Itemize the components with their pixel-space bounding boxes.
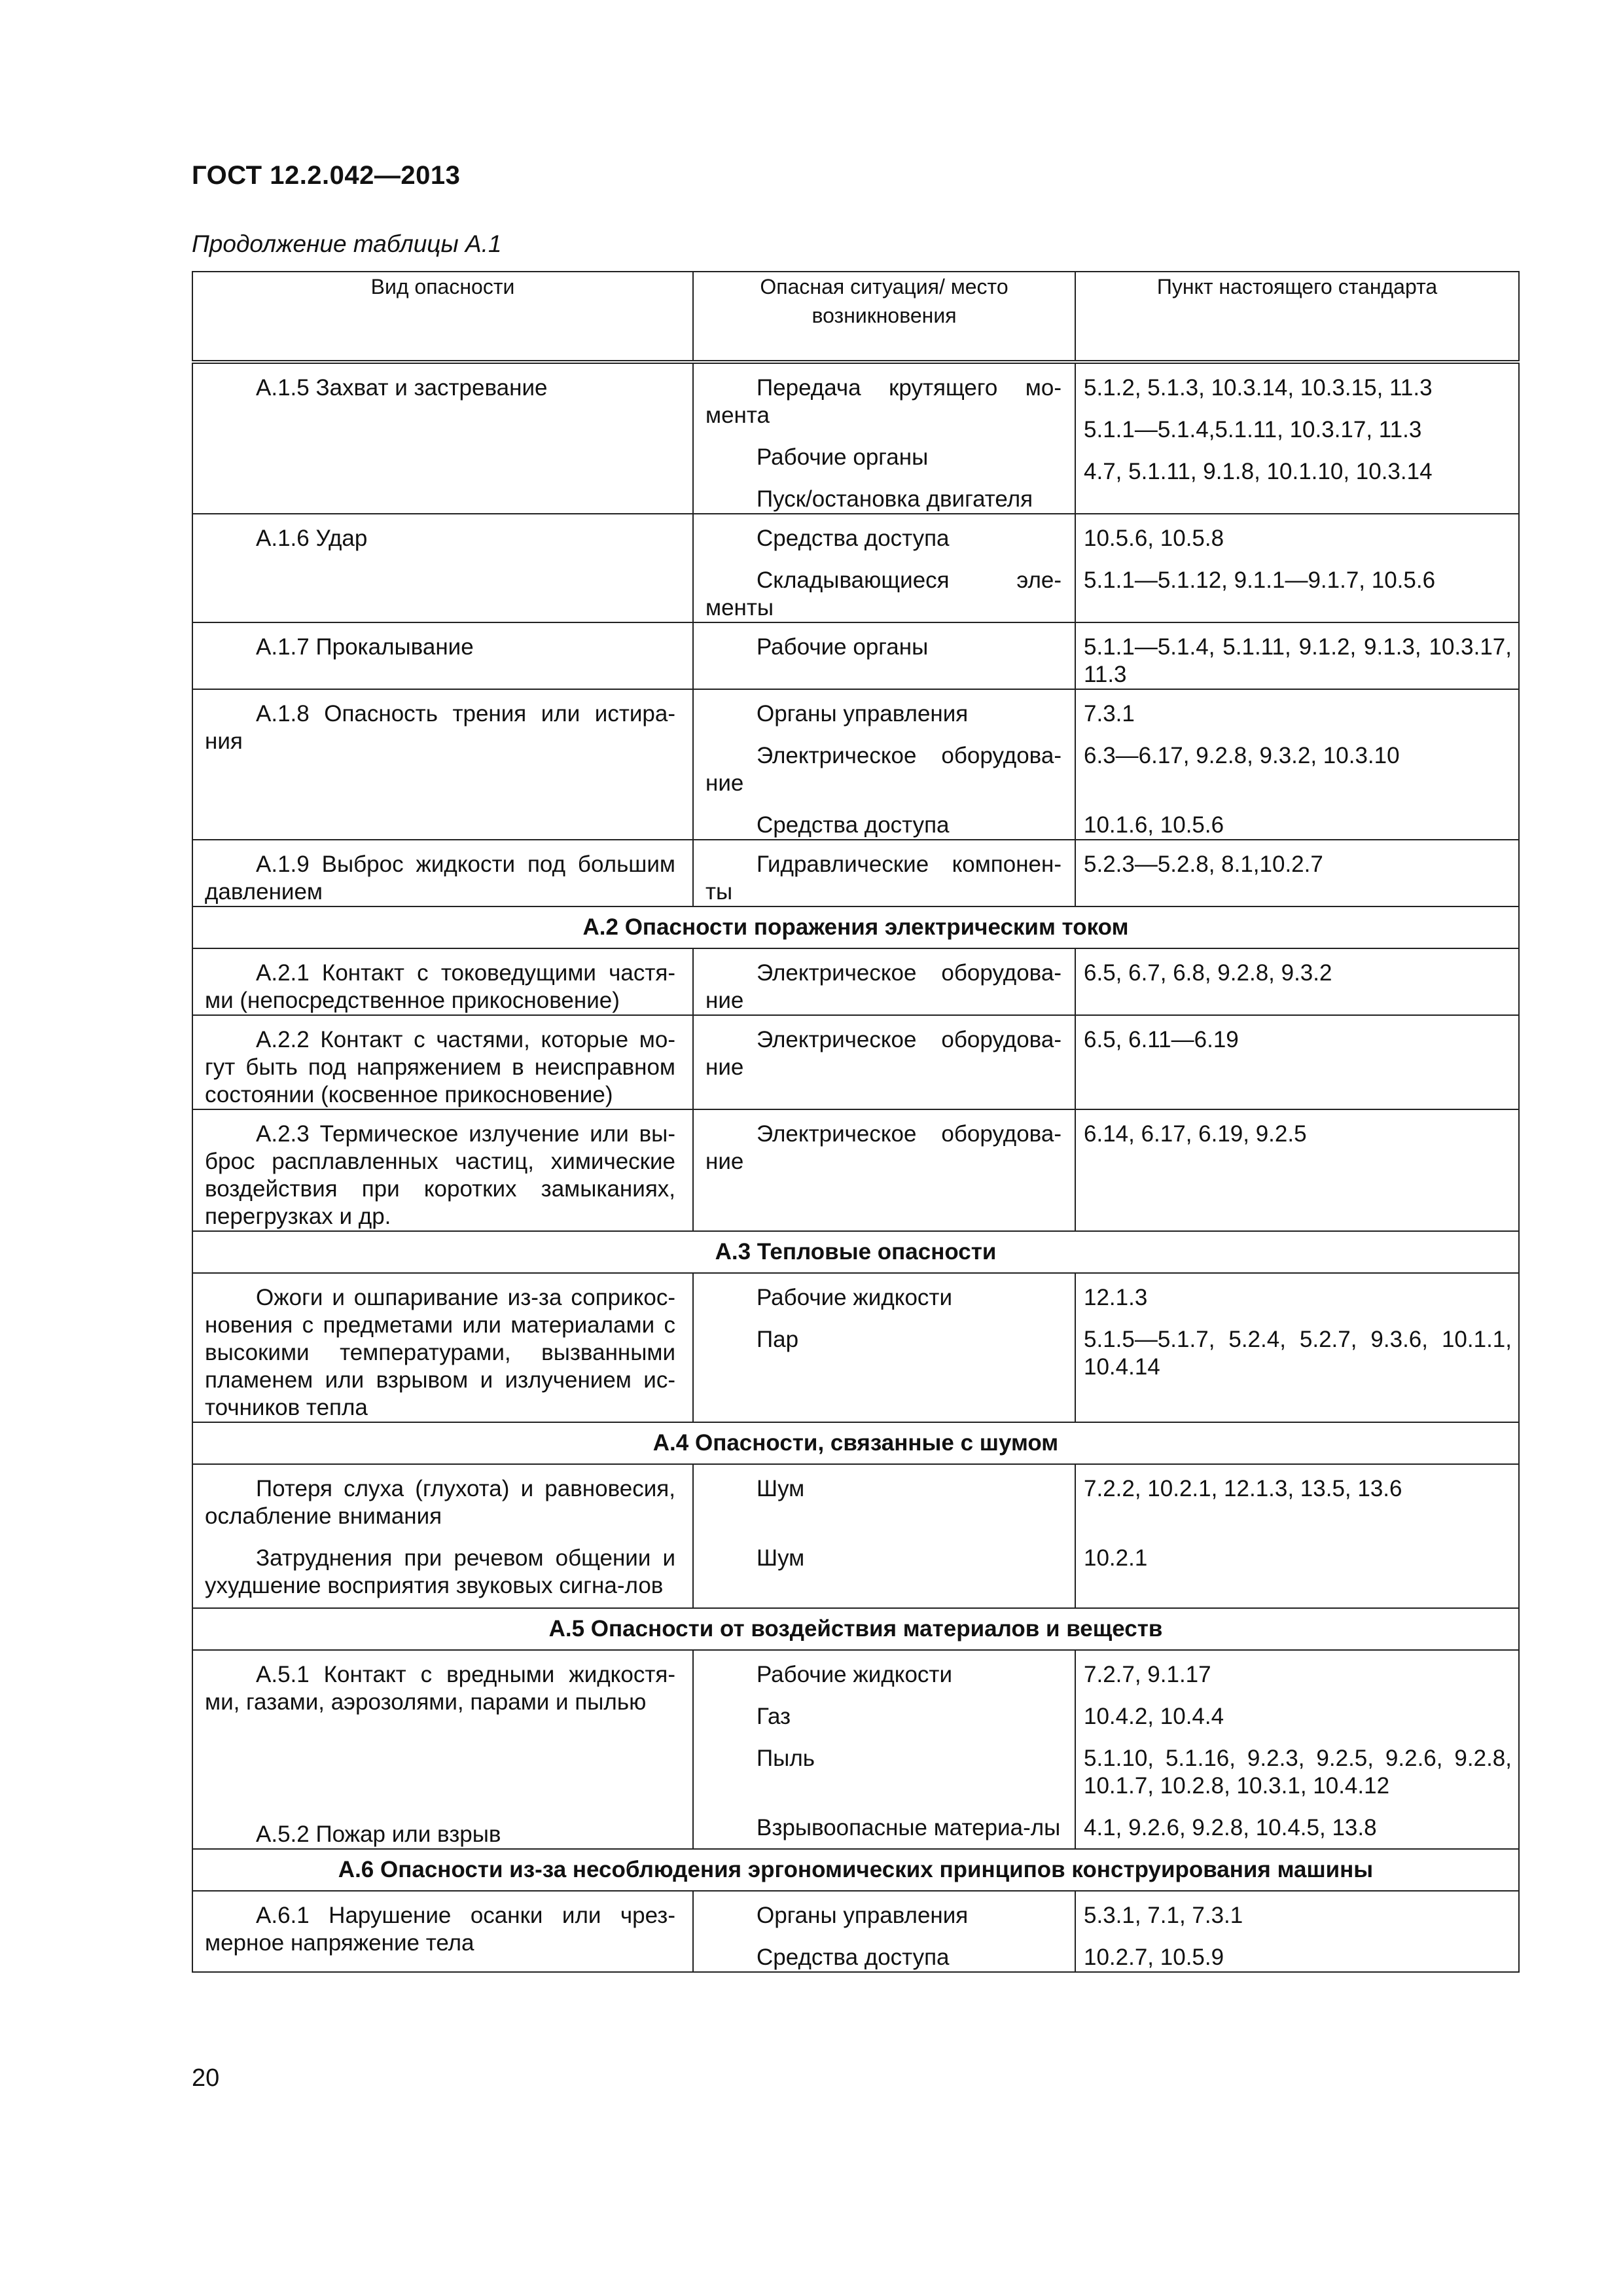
clause-cell: 5.1.2, 5.1.3, 10.3.14, 10.3.15, 11.3 [1084,375,1433,401]
clause-cell: 7.2.2, 10.2.1, 12.1.3, 13.5, 13.6 [1084,1476,1402,1501]
section-title: А.5 Опасности от воздействия материалов и веществ [192,1608,1519,1650]
table-row [192,1891,1519,1972]
hazard-cell: А.5.2 Пожар или взрыв [256,1821,501,1847]
situation-cell: Электрическое оборудова-ние [705,1027,1061,1080]
hazard-cell: А.2.2 Контакт с частями, которые мо-гут быть под напряжением в неисправном состоянии (косвенное прикосновение) [205,1027,675,1107]
table-row [192,362,1519,514]
table-row [192,689,1519,840]
situation-cell: Органы управления [757,701,969,726]
table-row [192,1464,1519,1608]
clause-cell: 10.1.6, 10.5.6 [1084,812,1224,838]
clause-cell: 6.3—6.17, 9.2.8, 9.3.2, 10.3.10 [1084,743,1400,768]
section-title: А.6 Опасности из-за несоблюдения эргономических принципов конструирования машины [192,1849,1519,1891]
section-title: А.3 Тепловые опасности [192,1231,1519,1273]
hazard-cell: А.5.1 Контакт с вредными жидкостя-ми, газами, аэрозолями, парами и пылью [205,1662,675,1715]
clause-cell: 10.5.6, 10.5.8 [1084,526,1224,551]
section-row [192,1608,1519,1650]
clause-cell: 5.3.1, 7.1, 7.3.1 [1084,1903,1243,1928]
situation-cell: Средства доступа [757,526,950,551]
situation-cell: Рабочие органы [757,444,929,470]
table-row [192,948,1519,1015]
section-title: А.2 Опасности поражения электрическим током [192,906,1519,948]
situation-cell: Органы управления [757,1903,969,1928]
header-hazard-type: Вид опасности [192,272,693,362]
situation-cell: Складывающиеся эле-менты [705,567,1061,620]
hazard-cell: А.1.5 Захват и застревание [256,375,548,401]
situation-cell: Электрическое оборудова-ние [705,1121,1061,1174]
hazard-cell: А.2.1 Контакт с токоведущими частя-ми (непосредственное прикосновение) [205,960,675,1013]
table-row [192,622,1519,689]
situation-cell: Шум [757,1476,805,1501]
clause-cell: 5.1.5—5.1.7, 5.2.4, 5.2.7, 9.3.6, 10.1.1, 10.4.14 [1084,1327,1512,1380]
hazard-cell: А.6.1 Нарушение осанки или чрез-мерное напряжение тела [205,1903,675,1956]
situation-cell: Электрическое оборудова-ние [705,743,1061,796]
hazard-cell: А.1.6 Удар [256,526,368,551]
table-row [192,1273,1519,1422]
situation-cell: Рабочие жидкости [757,1662,953,1687]
table-caption: Продолжение таблицы А.1 [192,230,502,257]
clause-cell: 6.5, 6.11—6.19 [1084,1027,1239,1052]
table-row [192,1109,1519,1231]
header-situation: Опасная ситуация/ место возникновения [693,272,1075,362]
clause-cell: 6.14, 6.17, 6.19, 9.2.5 [1084,1121,1307,1147]
section-row [192,1231,1519,1273]
situation-cell: Газ [757,1704,791,1729]
page-number: 20 [192,2064,220,2092]
situation-cell: Шум [757,1545,805,1571]
table-row [192,1015,1519,1109]
clause-cell: 4.7, 5.1.11, 9.1.8, 10.1.10, 10.3.14 [1084,459,1433,484]
section-row [192,1849,1519,1891]
table-row [192,840,1519,906]
section-title: А.4 Опасности, связанные с шумом [192,1422,1519,1464]
table-row [192,1650,1519,1849]
clause-cell: 5.1.1—5.1.4, 5.1.11, 9.1.2, 9.1.3, 10.3.17, 11.3 [1084,634,1512,687]
situation-cell: Взрывоопасные материа-лы [757,1815,1061,1840]
situation-cell: Средства доступа [757,812,950,838]
clause-cell: 5.1.1—5.1.4,5.1.11, 10.3.17, 11.3 [1084,417,1422,442]
section-row [192,906,1519,948]
section-row [192,1422,1519,1464]
table-header-row [192,272,1519,362]
hazards-table [192,271,1520,1973]
standard-designation: ГОСТ 12.2.042—2013 [192,161,461,190]
hazard-cell: А.2.3 Термическое излучение или вы-брос расплавленных частиц, химические воздействия при коротких замыканиях, перегрузках и др. [205,1121,675,1229]
clause-cell: 5.1.10, 5.1.16, 9.2.3, 9.2.5, 9.2.6, 9.2.8, 10.1.7, 10.2.8, 10.3.1, 10.4.12 [1084,1746,1512,1799]
clause-cell: 10.4.2, 10.4.4 [1084,1704,1224,1729]
situation-cell: Пар [757,1327,799,1352]
clause-cell: 10.2.1 [1084,1545,1148,1571]
hazard-cell: А.1.9 Выброс жидкости под большим давлением [205,852,675,905]
situation-cell: Средства доступа [757,1945,950,1970]
clause-cell: 5.2.3—5.2.8, 8.1,10.2.7 [1084,852,1323,877]
situation-cell: Пыль [757,1746,815,1771]
situation-cell: Передача крутящего мо-мента [705,375,1061,428]
clause-cell: 12.1.3 [1084,1285,1148,1310]
clause-cell: 5.1.1—5.1.12, 9.1.1—9.1.7, 10.5.6 [1084,567,1436,593]
situation-cell: Гидравлические компонен-ты [705,852,1061,905]
hazard-cell: А.1.8 Опасность трения или истира-ния [205,701,675,754]
situation-cell: Пуск/остановка двигателя [757,486,1033,512]
hazard-cell: Ожоги и ошпаривание из-за соприкос-новения с предметами или материалами с высокими температурами, вызванными пламенем или взрывом и излучением ис-точников тепла [205,1285,675,1420]
situation-cell: Рабочие жидкости [757,1285,953,1310]
clause-cell: 4.1, 9.2.6, 9.2.8, 10.4.5, 13.8 [1084,1815,1377,1840]
table-row [192,514,1519,622]
clause-cell: 10.2.7, 10.5.9 [1084,1945,1224,1970]
clause-cell: 7.2.7, 9.1.17 [1084,1662,1211,1687]
hazard-cell: Потеря слуха (глухота) и равновесия, ослабление внимания [205,1476,675,1529]
hazard-cell: А.1.7 Прокалывание [256,634,474,660]
header-clause: Пункт настоящего стандарта [1075,272,1519,362]
situation-cell: Электрическое оборудова-ние [705,960,1061,1013]
situation-cell: Рабочие органы [757,634,929,660]
hazard-cell: Затруднения при речевом общении и ухудшение восприятия звуковых сигна-лов [205,1545,675,1598]
clause-cell: 6.5, 6.7, 6.8, 9.2.8, 9.3.2 [1084,960,1332,986]
clause-cell: 7.3.1 [1084,701,1135,726]
